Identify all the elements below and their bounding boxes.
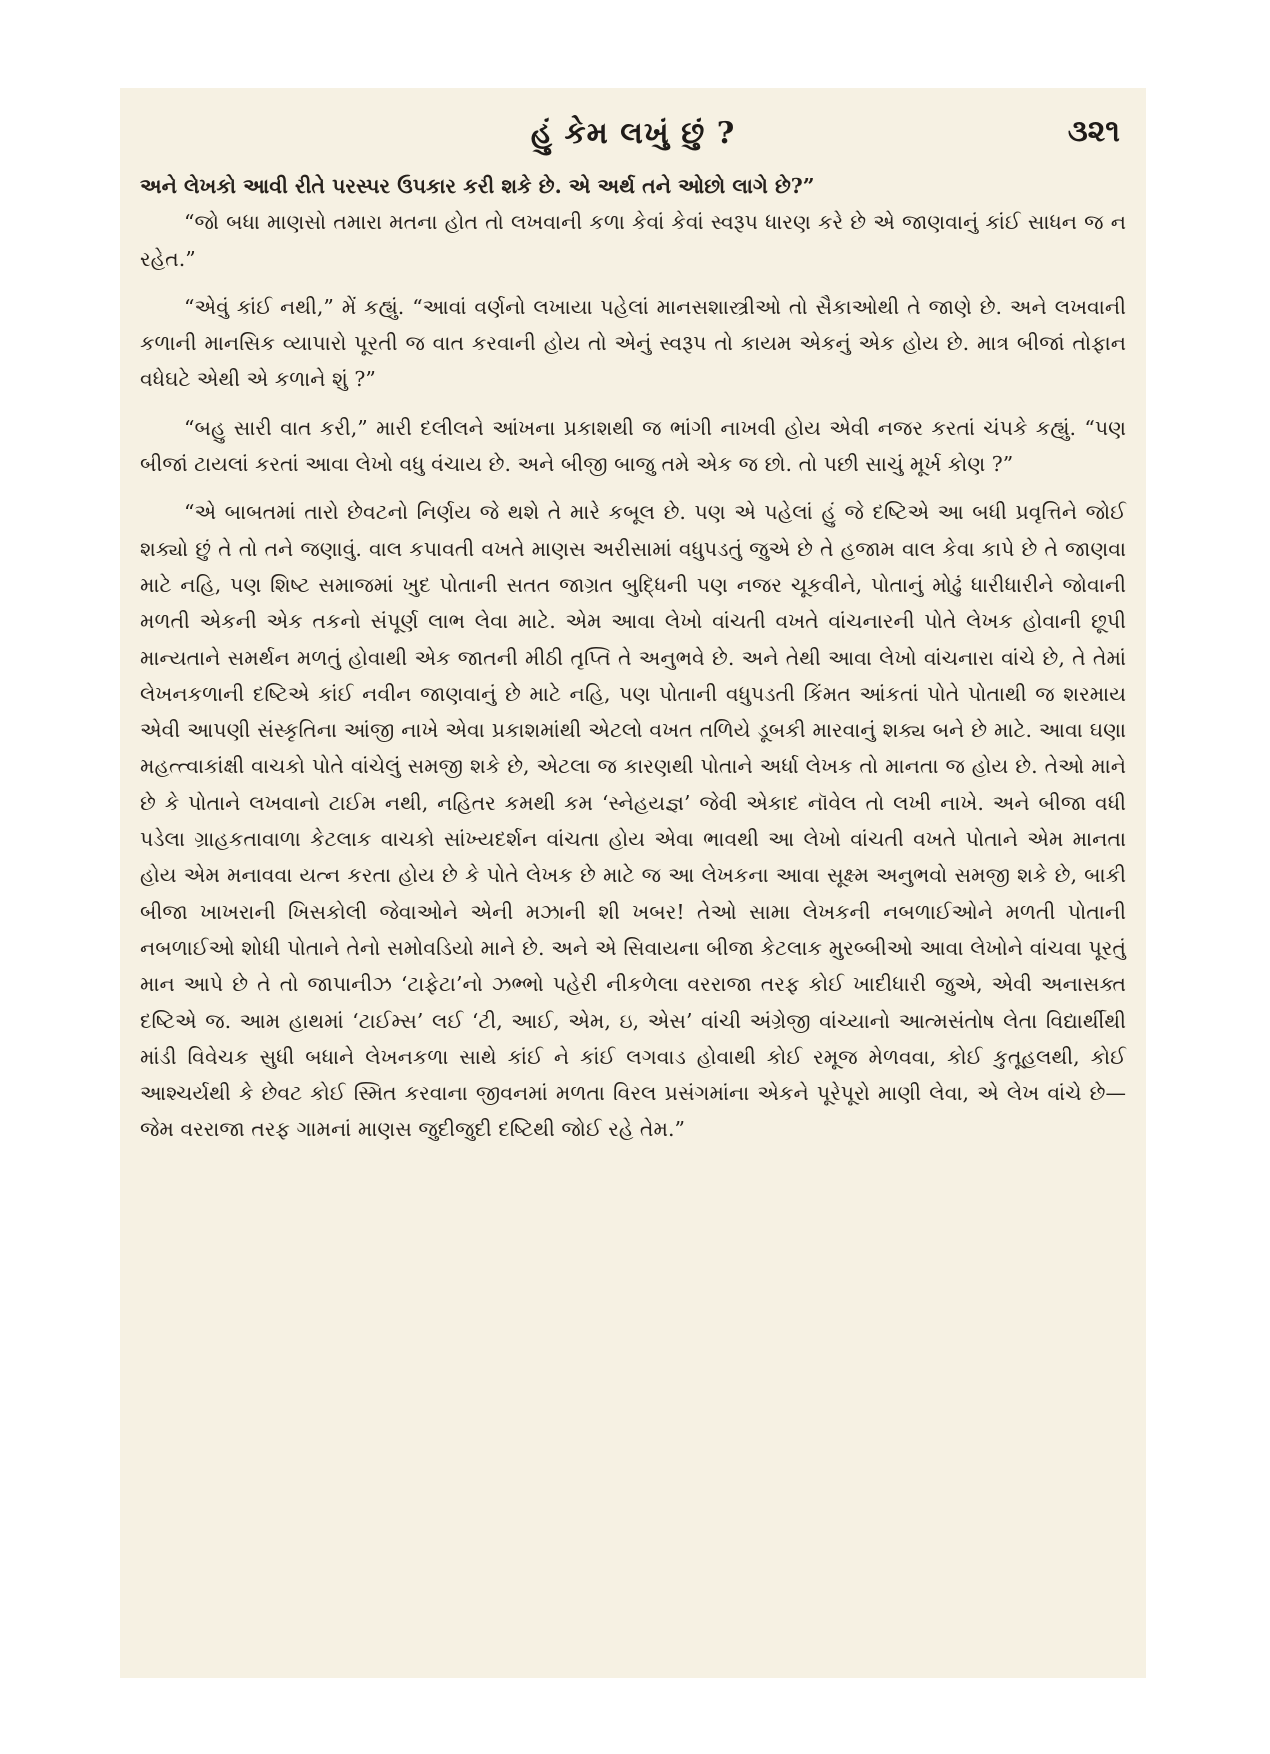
paragraph: “બહુ સારી વાત કરી,” મારી દલીલને આંખના પ્રકાશથી જ ભાંગી નાખવી હોય એવી નજર કરતાં ચંપકે કહ્યું. “પણ બીજાં ટાયલાં કરતાં આવા લેખો વધુ વંચાય છે. અને બીજી બાજુ તમે એક જ છો. તો પછી સાચું મૂર્ખ કોણ ?” [140, 415, 1126, 477]
book-page [120, 88, 1146, 1678]
paragraph: “જો બધા માણસો તમારા મતના હોત તો લખવાની કળા કેવાં કેવાં સ્વરૂપ ધારણ કરે છે એ જાણવાનું કાંઈ સાધન જ ન રહેત.” [140, 210, 1126, 271]
page-number: ૩૨૧ [1067, 114, 1120, 149]
running-title: હું કેમ લખું છું ? [530, 116, 736, 151]
body-text [140, 168, 1126, 1148]
paragraph: અને લેખકો આવી રીતે પરસ્પર ઉપકાર કરી શકે છે. એ અર્થ તને ઓછો લાગે છે?” [140, 174, 815, 198]
page-header [120, 110, 1146, 160]
paragraph: “એવું કાંઈ નથી,” મેં કહ્યું. “આવાં વર્ણનો લખાયા પહેલાં માનસશાસ્ત્રીઓ તો સૈકાઓથી તે જાણે છે. અને લખવાની કળાની માનસિક વ્યાપારો પૂરતી જ વાત કરવાની હોય તો એનું સ્વરૂપ તો કાયમ એકનું એક હોય છે. માત્ર બીજાં તોફાન વધેઘટે એથી એ કળાને શું ?” [140, 294, 1126, 392]
paragraph: “એ બાબતમાં તારો છેવટનો નિર્ણય જે થશે તે મારે કબૂલ છે. પણ એ પહેલાં હું જે દષ્ટિએ આ બધી પ્રવૃત્તિને જોઈ શક્યો છું તે તો તને જણાવું. વાલ કપાવતી વખતે માણસ અરીસામાં વધુપડતું જુએ છે તે હજામ વાલ કેવા કાપે છે તે જાણવા માટે નહિ, પણ શિષ્ટ સમાજમાં ખુદ પોતાની સતત જાગ્રત બુદ્ધિની પણ નજર ચૂકવીને, પોતાનું મોઢું ધારીધારીને જોવાની મળતી એકની એક તકનો સંપૂર્ણ લાભ લેવા માટે. એમ આવા લેખો વાંચતી વખતે વાંચનારની પોતે લેખક હોવાની છૂપી માન્યતાને સમર્થન મળતું હોવાથી એક જાતની મીઠી તૃપ્તિ તે અનુભવે છે. અને તેથી આવા લેખો વાંચનારા વાંચે છે, તે તેમાં લેખનકળાની દષ્ટિએ કાંઈ નવીન જાણવાનું છે માટે નહિ, પણ પોતાની વધુપડતી કિંમત આંકતાં પોતે પોતાથી જ શરમાય એવી આપણી સંસ્કૃતિના આંજી નાખે એવા પ્રકાશમાંથી એટલો વખત તળિયે ડૂબકી મારવાનું શક્ય બને છે માટે. આવા ઘણા મહત્ત્વાકાંક્ષી વાચકો પોતે વાંચેલું સમજી શકે છે, એટલા જ કારણથી પોતાને અર્ધા લેખક તો માનતા જ હોય છે. તેઓ માને છે કે પોતાને લખવાનો ટાઈમ નથી, નહિતર કમથી કમ ‘સ્નેહયજ્ઞ’ જેવી એકાદ નૉવેલ તો લખી નાખે. અને બીજા વધી પડેલા ગ્રાહકતાવાળા કેટલાક વાચકો સાંખ્યદર્શન વાંચતા હોય એવા ભાવથી આ લેખો વાંચતી વખતે પોતાને એમ માનતા હોય એમ મનાવવા યત્ન કરતા હોય છે કે પોતે લેખક છે માટે જ આ લેખકના આવા સૂક્ષ્મ અનુભવો સમજી શકે છે, બાકી બીજા ખાખરાની ખિસકોલી જેવાઓને એની મઝાની શી ખબર! તેઓ સામા લેખકની નબળાઈઓને મળતી પોતાની નબળાઈઓ શોધી પોતાને તેનો સમોવડિયો માને છે. અને એ સિવાયના બીજા કેટલાક મુરબ્બીઓ આવા લેખોને વાંચવા પૂરતું માન આપે છે તે તો જાપાનીઝ ‘ટાફેટા’નો ઝભ્ભો પહેરી નીકળેલા વરરાજા તરફ કોઈ ખાદીધારી જુએ, એવી અનાસક્ત દષ્ટિએ જ. આમ હાથમાં ‘ટાઈમ્સ’ લઈ ‘ટી, આઈ, એમ, ઇ, એસ’ વાંચી અંગ્રેજી વાંચ્યાનો આત્મસંતોષ લેતા વિદ્યાર્થીથી માંડી વિવેચક સુધી બધાને લેખનકળા સાથે કાંઈ ને કાંઈ લગવાડ હોવાથી કોઈ રમૂજ મેળવવા, કોઈ કુતૂહલથી, કોઈ આશ્ચર્યથી કે છેવટ કોઈ સ્મિત કરવાના જીવનમાં મળતા વિરલ પ્રસંગમાંના એકને પૂરેપૂરો માણી લેવા, એ લેખ વાંચે છે—જેમ વરરાજા તરફ ગામનાં માણસ જુદીજુદી દષ્ટિથી જોઈ રહે તેમ.” [140, 500, 1126, 1142]
